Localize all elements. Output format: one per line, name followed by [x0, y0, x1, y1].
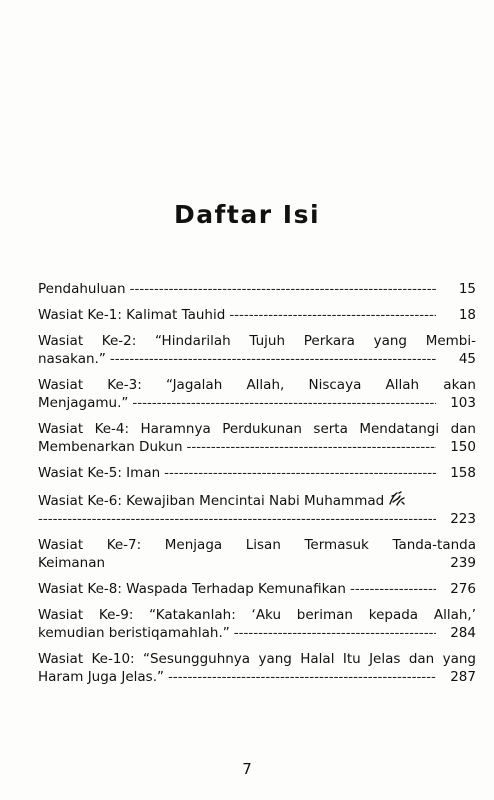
toc-entry-page: 223: [450, 511, 476, 527]
toc-entry-wasiat-9: [38, 606, 476, 642]
toc-entry-page: 158: [450, 465, 476, 481]
toc-entry-wasiat-10: [38, 650, 476, 686]
toc-entry-page: 284: [450, 625, 476, 641]
dot-leader: [234, 624, 436, 642]
toc-entry-title-line: Wasiat Ke-10: “Sesungguhnya yang Halal Itu Jelas dan yang: [38, 651, 476, 667]
page-title: Daftar Isi: [173, 200, 321, 229]
toc-entry-label: Membenarkan Dukun: [38, 439, 183, 455]
dot-leader: [229, 306, 436, 324]
toc-entry-title-text: Wasiat Ke-6: Kewajiban Mencintai Nabi Muhammad: [38, 493, 385, 509]
table-of-contents: [38, 280, 476, 694]
dot-leader: [168, 668, 436, 686]
toc-entry-page: 287: [450, 669, 476, 685]
toc-entry-label: Wasiat Ke-5: Iman: [38, 465, 161, 481]
toc-entry-page: 239: [450, 555, 476, 571]
page-number: 7: [242, 760, 252, 778]
dot-leader: [132, 394, 436, 412]
toc-entry-title-line: Wasiat Ke-2: “Hindarilah Tujuh Perkara yang Membi-: [38, 333, 476, 349]
toc-entry-title-line: Wasiat Ke-7: Menjaga Lisan Termasuk Tanda-tanda: [38, 537, 476, 553]
toc-entry-wasiat-2: [38, 332, 476, 368]
toc-entry-title-line: Wasiat Ke-3: “Jagalah Allah, Niscaya Allah akan: [38, 377, 476, 393]
toc-entry-title-line: Wasiat Ke-4: Haramnya Perdukunan serta Mendatangi dan: [38, 421, 476, 437]
toc-entry-label: nasakan.”: [38, 351, 106, 367]
toc-entry-label: Pendahuluan: [38, 281, 126, 297]
dot-leader: [130, 280, 436, 298]
toc-entry-title-line: [38, 490, 476, 510]
dot-leader: [38, 510, 436, 528]
toc-entry-label: Haram Juga Jelas.”: [38, 669, 164, 685]
toc-entry-label: kemudian beristiqamahlah.”: [38, 625, 230, 641]
toc-entry-page: 150: [450, 439, 476, 455]
toc-entry-title-line: Wasiat Ke-9: “Katakanlah: ‘Aku beriman kepada Allah,’: [38, 607, 476, 623]
salawat-calligraphy-icon: [388, 490, 406, 508]
toc-entry-page: 18: [458, 307, 476, 323]
toc-entry-wasiat-7: [38, 536, 476, 572]
dot-leader: [350, 580, 436, 598]
toc-entry-label: Keimanan: [38, 555, 106, 571]
toc-entry-wasiat-5: [38, 464, 476, 482]
toc-entry-page: 15: [458, 281, 476, 297]
toc-entry-wasiat-1: [38, 306, 476, 324]
toc-entry-pendahuluan: [38, 280, 476, 298]
toc-entry-page: 103: [450, 395, 476, 411]
toc-entry-page: 45: [458, 351, 476, 367]
dot-leader: [187, 438, 436, 456]
toc-entry-label: Wasiat Ke-1: Kalimat Tauhid: [38, 307, 226, 323]
dot-leader: [110, 350, 436, 368]
dot-leader: [164, 464, 436, 482]
toc-entry-label: Menjagamu.”: [38, 395, 129, 411]
toc-entry-wasiat-8: [38, 580, 476, 598]
toc-entry-wasiat-3: [38, 376, 476, 412]
toc-entry-wasiat-4: [38, 420, 476, 456]
toc-entry-label: Wasiat Ke-8: Waspada Terhadap Kemunafikan: [38, 581, 346, 597]
toc-entry-wasiat-6: [38, 490, 476, 528]
toc-entry-page: 276: [450, 581, 476, 597]
